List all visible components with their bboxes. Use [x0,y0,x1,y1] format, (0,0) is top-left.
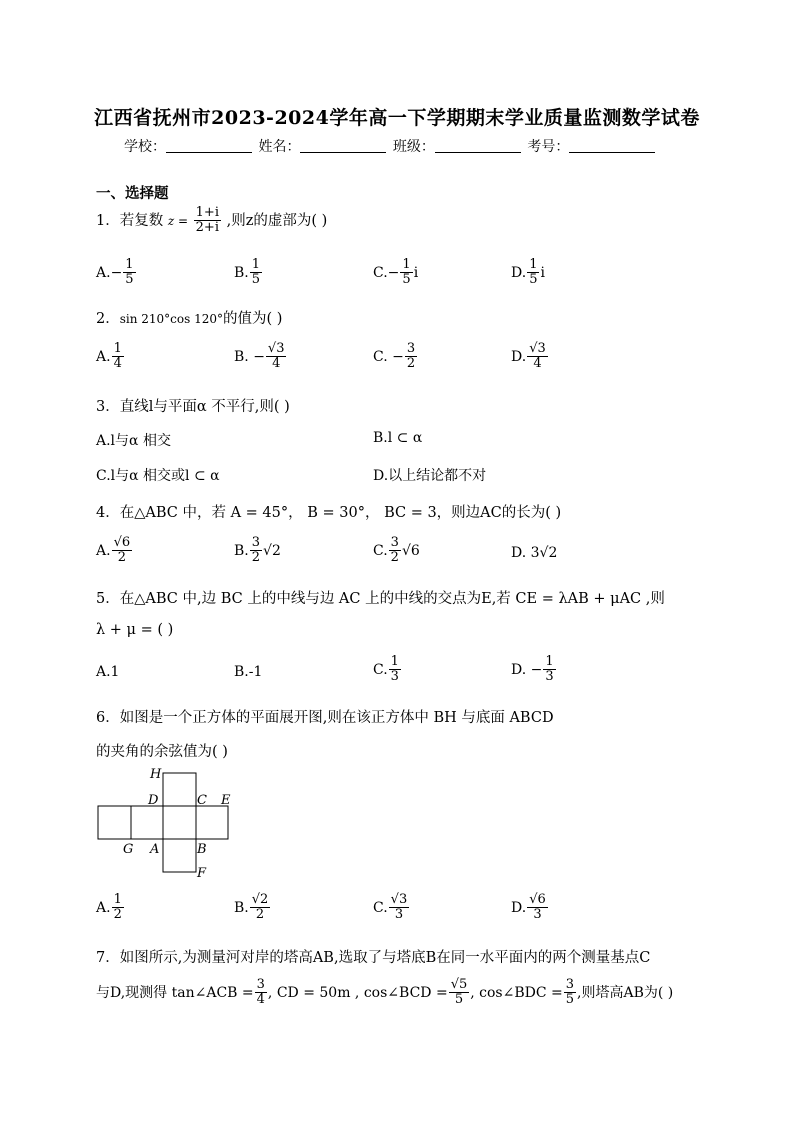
cube-net-squares [98,773,228,872]
q4-a-label: A. [96,542,111,559]
q2-option-a[interactable] [96,342,125,372]
q1-d-num: 1 [529,257,538,272]
q7-frac2-den: 5 [454,992,464,1008]
q2-num: 2． [96,311,120,327]
q2-a-den: 4 [113,356,122,372]
q5-option-a[interactable]: A.1 [96,664,120,680]
question-7-line2 [96,978,673,1008]
q5-c-num: 1 [390,654,399,669]
net-square-1 [98,806,131,839]
q6-c-num: √3 [390,892,408,907]
q5-option-b[interactable]: B.-1 [234,664,263,680]
school-label: 学校： [124,139,166,155]
q7-frac1-num: 3 [256,977,265,992]
class-label: 班级： [392,139,435,155]
q6-a-label: A. [96,899,111,916]
q4-b-den: 2 [251,550,261,566]
q1-b-label: B. [234,264,249,281]
q1-b-den: 5 [251,272,261,288]
q1-c-den: 5 [402,272,411,288]
q3-option-b[interactable]: B.l ⊂ α [373,430,423,446]
question-1 [96,206,327,236]
q6-d-den: 3 [533,907,542,923]
q1-option-b[interactable] [234,258,263,288]
q4-option-c[interactable] [373,536,420,566]
q5-option-c[interactable] [373,655,402,685]
q5-option-d[interactable] [511,655,557,685]
q2-a-num: 1 [113,341,122,356]
q7-frac2-num: √5 [450,977,468,992]
q2-c-label: C. − [373,348,404,365]
q1-d-label: D. [511,264,527,281]
question-5-line2: λ + μ = ( ) [96,622,174,638]
q4-option-d[interactable]: D. 3√2 [511,545,558,561]
question-6-line2: 的夹角的余弦值为( ) [96,744,228,760]
q1-z: z = [167,213,189,228]
cube-net-figure [90,762,250,882]
q4-c-label: C. [373,542,388,559]
question-4: 4．在△ABC 中，若 A = 45°， B = 30°， BC = 3，则边AC的长为( ) [96,505,562,521]
q2-b-den: 4 [272,356,281,372]
q1-fraction [194,206,221,236]
label-f: F [197,866,207,881]
q2-c-num: 3 [406,341,416,356]
q2-a-label: A. [96,348,111,365]
q7-part2: , CD = 50m , cos∠BCD = [267,984,448,1001]
question-3: 3．直线l与平面α 不平行,则( ) [96,399,290,415]
q6-a-den: 2 [113,907,122,923]
q1-d-i: i [540,264,545,281]
label-g: G [123,842,134,857]
q6-b-num: √2 [251,892,269,907]
q6-d-label: D. [511,899,527,916]
q7-part3: , cos∠BDC = [470,984,563,1001]
q2-option-d[interactable] [511,342,549,372]
q1-option-a[interactable] [96,258,137,288]
q1-a-label: A. [96,264,111,281]
q4-b-sqrt: √2 [263,542,281,559]
question-6-line1: 6．如图是一个正方体的平面展开图,则在该正方体中 BH 与底面 ABCD [96,710,554,726]
page-title: 江西省抚州市2023-2024学年高一下学期期末学业质量监测数学试卷 [94,107,700,129]
question-7-line1: 7．如图所示,为测量河对岸的塔高AB,选取了与塔底B在同一水平面内的两个测量基点C [96,950,651,966]
q7-frac1-den: 4 [256,992,265,1008]
q1-frac-num: 1+i [195,205,219,220]
q6-option-b[interactable] [234,893,271,923]
name-blank[interactable] [300,138,386,153]
net-square-3 [163,806,196,839]
q1-option-c[interactable] [373,258,418,288]
q7-frac3-den: 5 [565,992,575,1008]
number-blank[interactable] [569,138,655,153]
q5-c-den: 3 [390,669,399,685]
q1-a-den: 5 [125,272,134,288]
q5-d-label: D. − [511,661,543,678]
q2-b-label: B. − [234,348,265,365]
label-e: E [221,793,231,808]
q2-option-b[interactable] [234,342,287,372]
q2-d-den: 4 [533,356,542,372]
q6-a-num: 1 [113,892,122,907]
label-c: C [197,793,207,808]
q2-d-num: √3 [529,341,546,356]
q3-option-c[interactable]: C.l与α 相交或l ⊂ α [96,468,220,484]
label-b: B [197,842,207,857]
q7-part1: 与D,现测得 tan∠ACB = [96,984,254,1001]
label-d: D [148,793,159,808]
q4-option-a[interactable] [96,536,133,566]
q1-a-minus: − [110,264,123,281]
q6-option-d[interactable] [511,893,549,923]
q1-frac-den: 2+i [195,220,219,236]
net-square-4 [196,806,228,839]
q6-c-den: 3 [394,907,404,923]
q4-b-num: 3 [251,535,261,550]
name-label: 姓名： [258,139,301,155]
net-square-2 [131,806,163,839]
q7-part4: ,则塔高AB为( ) [577,984,674,1001]
q2-b-num: √3 [267,341,285,356]
q1-option-d[interactable] [511,258,545,288]
q3-option-d[interactable]: D.以上结论都不对 [373,468,487,484]
q6-d-num: √6 [529,892,546,907]
q1-d-den: 5 [529,272,538,288]
q1-b-num: 1 [251,257,261,272]
label-a: A [150,842,160,857]
q4-c-sqrt: √6 [401,542,420,559]
school-blank[interactable] [166,138,252,153]
q1-tail: ,则z的虚部为( ) [226,212,328,229]
q3-option-a[interactable]: A.l与α 相交 [96,433,171,449]
q1-num: 1．若复数 [96,212,164,229]
q6-option-a[interactable] [96,893,125,923]
q6-b-den: 2 [255,907,265,923]
q4-c-num: 3 [390,535,399,550]
q4-c-den: 2 [390,550,399,566]
q7-frac3-num: 3 [565,977,575,992]
q4-option-b[interactable] [234,536,281,566]
q4-b-label: B. [234,542,249,559]
q5-d-num: 1 [545,654,554,669]
net-square-top [163,773,196,806]
net-square-bottom [163,839,196,872]
q2-tail: 的值为( ) [223,311,283,327]
q2-expr: sin 210°cos 120° [119,312,223,326]
q1-c-num: 1 [402,257,411,272]
section-heading: 一、选择题 [96,185,169,202]
label-h: H [150,767,162,782]
class-blank[interactable] [435,138,521,153]
q6-b-label: B. [234,899,249,916]
q6-c-label: C. [373,899,388,916]
q2-option-c[interactable] [373,342,418,372]
q2-d-label: D. [511,348,527,365]
q1-a-num: 1 [125,257,134,272]
q2-c-den: 2 [406,356,416,372]
q1-c-label: C. [373,264,388,281]
q4-a-num: √6 [113,535,131,550]
question-5-line1: 5．在△ABC 中,边 BC 上的中线与边 AC 上的中线的交点为E,若 CE = λAB + μAC ,则 [96,591,665,607]
q5-c-label: C. [373,661,388,678]
q5-d-den: 3 [545,669,554,685]
q6-option-c[interactable] [373,893,410,923]
student-info-line [124,136,657,156]
number-label: 考号： [527,139,570,155]
q1-c-minus: − [387,264,400,281]
q4-a-den: 2 [117,550,126,566]
q1-c-i: i [413,264,419,281]
question-2 [96,307,282,328]
